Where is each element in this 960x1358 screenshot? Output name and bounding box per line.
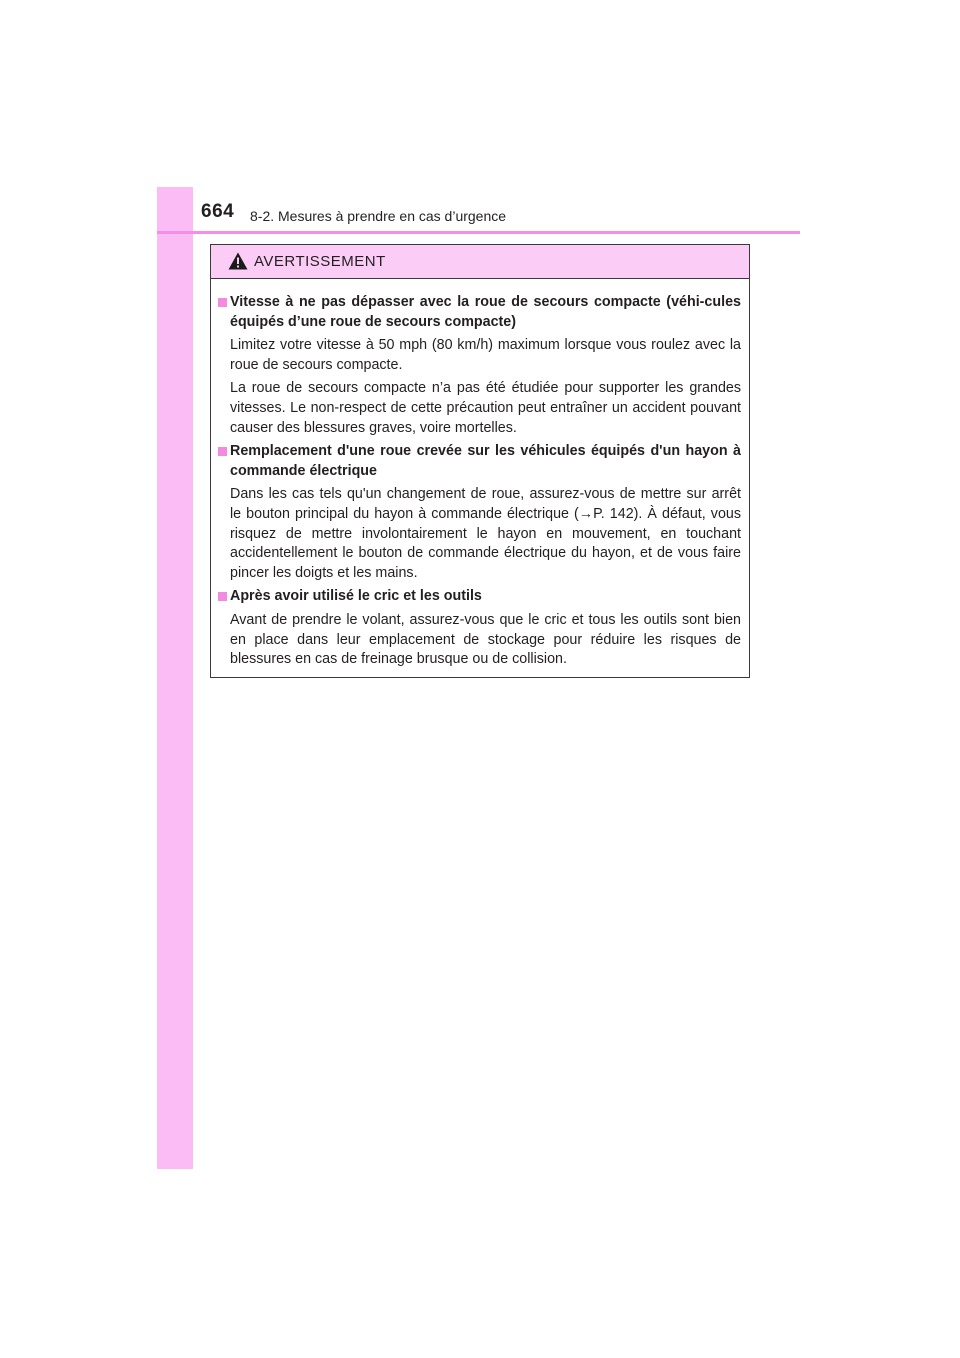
paragraph: Dans les cas tels qu'un changement de roue, assurez-vous de mettre sur arrêt le bouton principal du hayon à commande électrique (→P. 142). À défaut, vous risquez de mettre involontairement le hayon en mouvement, en touchant accidentellement le bouton de commande électrique du hayon, et de vous faire pincer les doigts et les mains. [230,486,741,581]
paragraph: La roue de secours compacte n’a pas été étudiée pour supporter les grandes vitesses. Le non-respect de cette précaution peut entraîner un accident pouvant causer des blessures graves, voire mortelles. [230,380,741,436]
side-band [157,187,193,1169]
warning-header [211,245,749,279]
page-number: 664 [201,201,235,222]
warning-item-spare-speed [218,293,741,438]
item-heading [218,293,741,332]
bullet-square-icon [218,592,227,601]
item-heading-text: Après avoir utilisé le cric et les outils [230,588,482,605]
item-heading-text: Remplacement d'une roue crevée sur les véhicules équipés d'un hayon à commande électrique [230,443,741,479]
item-heading [218,442,741,481]
item-heading [218,587,741,607]
paragraph: Avant de prendre le volant, assurez-vous que le cric et tous les outils sont bien en place dans leur emplacement de stockage pour réduire les risques de blessures en cas de freinage brusque ou de collision. [230,611,741,668]
bullet-square-icon [218,298,227,307]
warning-item-jack-tools [218,587,741,669]
warning-triangle-icon [228,252,248,270]
warning-box [210,244,750,678]
paragraph: Limitez votre vitesse à 50 mph (80 km/h) maximum lorsque vous roulez avec la roue de secours compacte. [230,337,741,373]
section-title: 8-2. Mesures à prendre en cas d’urgence [250,208,507,224]
warning-title: AVERTISSEMENT [254,253,386,270]
warning-item-power-tailgate [218,442,741,583]
bullet-square-icon [218,447,227,456]
warning-body [211,279,749,670]
item-heading-text: Vitesse à ne pas dépasser avec la roue de secours compacte (véhi-cules équipés d’une roue de secours compacte) [230,294,741,330]
header-rule [157,231,800,234]
